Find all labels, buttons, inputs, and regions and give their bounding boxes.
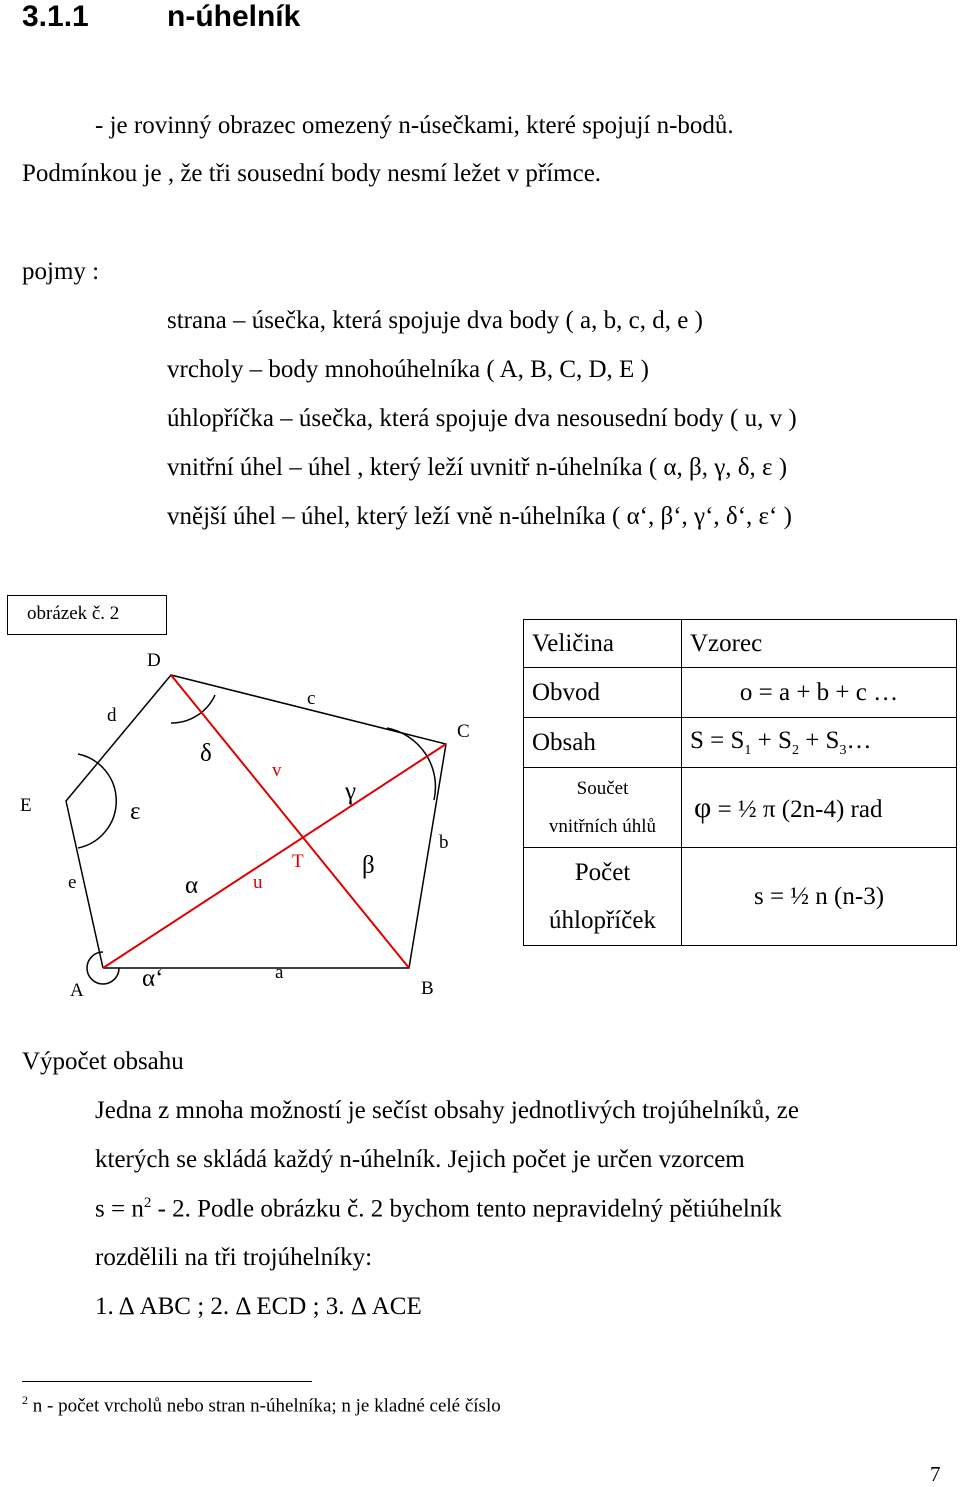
area-text-line-2: kterých se skládá každý n-úhelník. Jejich počet je určen vzorcem: [95, 1146, 745, 1173]
area-section-title: Výpočet obsahu: [22, 1048, 184, 1075]
triangle-list: 1. Δ ABC ; 2. Δ ECD ; 3. Δ ACE: [95, 1293, 422, 1320]
diagonal-v-label: v: [272, 760, 282, 781]
diagonal-v: [171, 675, 409, 968]
angle-alpha-label: α: [185, 872, 199, 899]
page-title: n-úhelník: [167, 0, 301, 33]
side-c-label: c: [307, 688, 316, 709]
table-row: [524, 668, 957, 718]
angle-delta-label: δ: [200, 740, 212, 767]
side-e-label: e: [68, 872, 77, 893]
diagonal-u-label: u: [253, 872, 263, 893]
formula-table: [523, 619, 957, 946]
angle-sum-formula: φ = ½ π (2n-4) rad: [682, 768, 957, 848]
intro-line-2: Podmínkou je , že tři sousední body nesmí ležet v přímce.: [22, 160, 602, 187]
diagonals-count-name: Počet úhlopříček: [524, 848, 682, 946]
term-exterior-angle: vnější úhel – úhel, který leží vně n-úhelníka ( α‘, β‘, γ‘, δ‘, ε‘ ): [167, 503, 792, 530]
header-quantity: Veličina: [524, 620, 682, 668]
angle-beta-label: β: [362, 852, 375, 879]
table-row: [524, 718, 957, 768]
side-b-label: b: [439, 832, 449, 853]
figure-caption: obrázek č. 2: [27, 603, 120, 624]
angle-alpha-exterior-label: α‘: [142, 965, 164, 992]
intersection-t-label: T: [292, 851, 304, 872]
vertex-d-label: D: [147, 650, 161, 671]
area-text-line-3: $s = n^2 - 2$. Podle obrázku č. 2 bychom tento nepravidelný pětiúhelník: [95, 1195, 782, 1223]
side-a-label: a: [275, 962, 284, 983]
term-interior-angle: vnitřní úhel – úhel , který leží uvnitř n-úhelníka ( α, β, γ, δ, ε ): [167, 454, 788, 481]
section-number: 3.1.1: [22, 0, 89, 33]
page-number: 7: [930, 1462, 941, 1486]
vertex-c-label: C: [457, 721, 470, 742]
angle-epsilon-label: ε: [130, 798, 141, 825]
area-text-line-1: Jedna z mnoha možností je sečíst obsahy jednotlivých trojúhelníků, ze: [95, 1097, 800, 1124]
area-formula: $S = S_1 + S_2$ + $S_3\dots$: [682, 718, 957, 768]
perimeter-name: Obvod: [524, 668, 682, 718]
perimeter-formula: o = a + b + c …: [682, 668, 957, 718]
terms-label: pojmy :: [22, 258, 100, 285]
footnote-separator: [22, 1381, 312, 1382]
angle-arc-delta: [171, 695, 215, 723]
table-row: [524, 768, 957, 848]
vertex-e-label: E: [20, 795, 32, 816]
header-formula: Vzorec: [682, 620, 957, 668]
table-row: [524, 620, 957, 668]
footnote: $^2$ n - počet vrcholů nebo stran n-úhelníka; n je kladné celé číslo: [22, 1393, 501, 1417]
table-row: [524, 848, 957, 946]
diagonals-count-formula: s = ½ n (n-3): [682, 848, 957, 946]
angle-arc-epsilon: [78, 754, 116, 848]
term-vertices: vrcholy – body mnohoúhelníka ( A, B, C, D, E ): [167, 356, 649, 383]
term-diagonal: úhlopříčka – úsečka, která spojuje dva nesousední body ( u, v ): [167, 405, 797, 432]
pentagon-outline: [66, 675, 446, 968]
term-side: strana – úsečka, která spojuje dva body ( a, b, c, d, e ): [167, 307, 703, 334]
side-d-label: d: [107, 705, 117, 726]
area-text-line-4: rozdělili na tři trojúhelníky:: [95, 1244, 373, 1271]
area-name: Obsah: [524, 718, 682, 768]
intro-line-1: - je rovinný obrazec omezený n-úsečkami, které spojují n-bodů.: [95, 112, 734, 139]
angle-gamma-label: γ: [345, 778, 357, 805]
angle-sum-name: Součet vnitřních úhlů: [524, 768, 682, 848]
vertex-a-label: A: [70, 980, 84, 1001]
vertex-b-label: B: [421, 978, 434, 999]
